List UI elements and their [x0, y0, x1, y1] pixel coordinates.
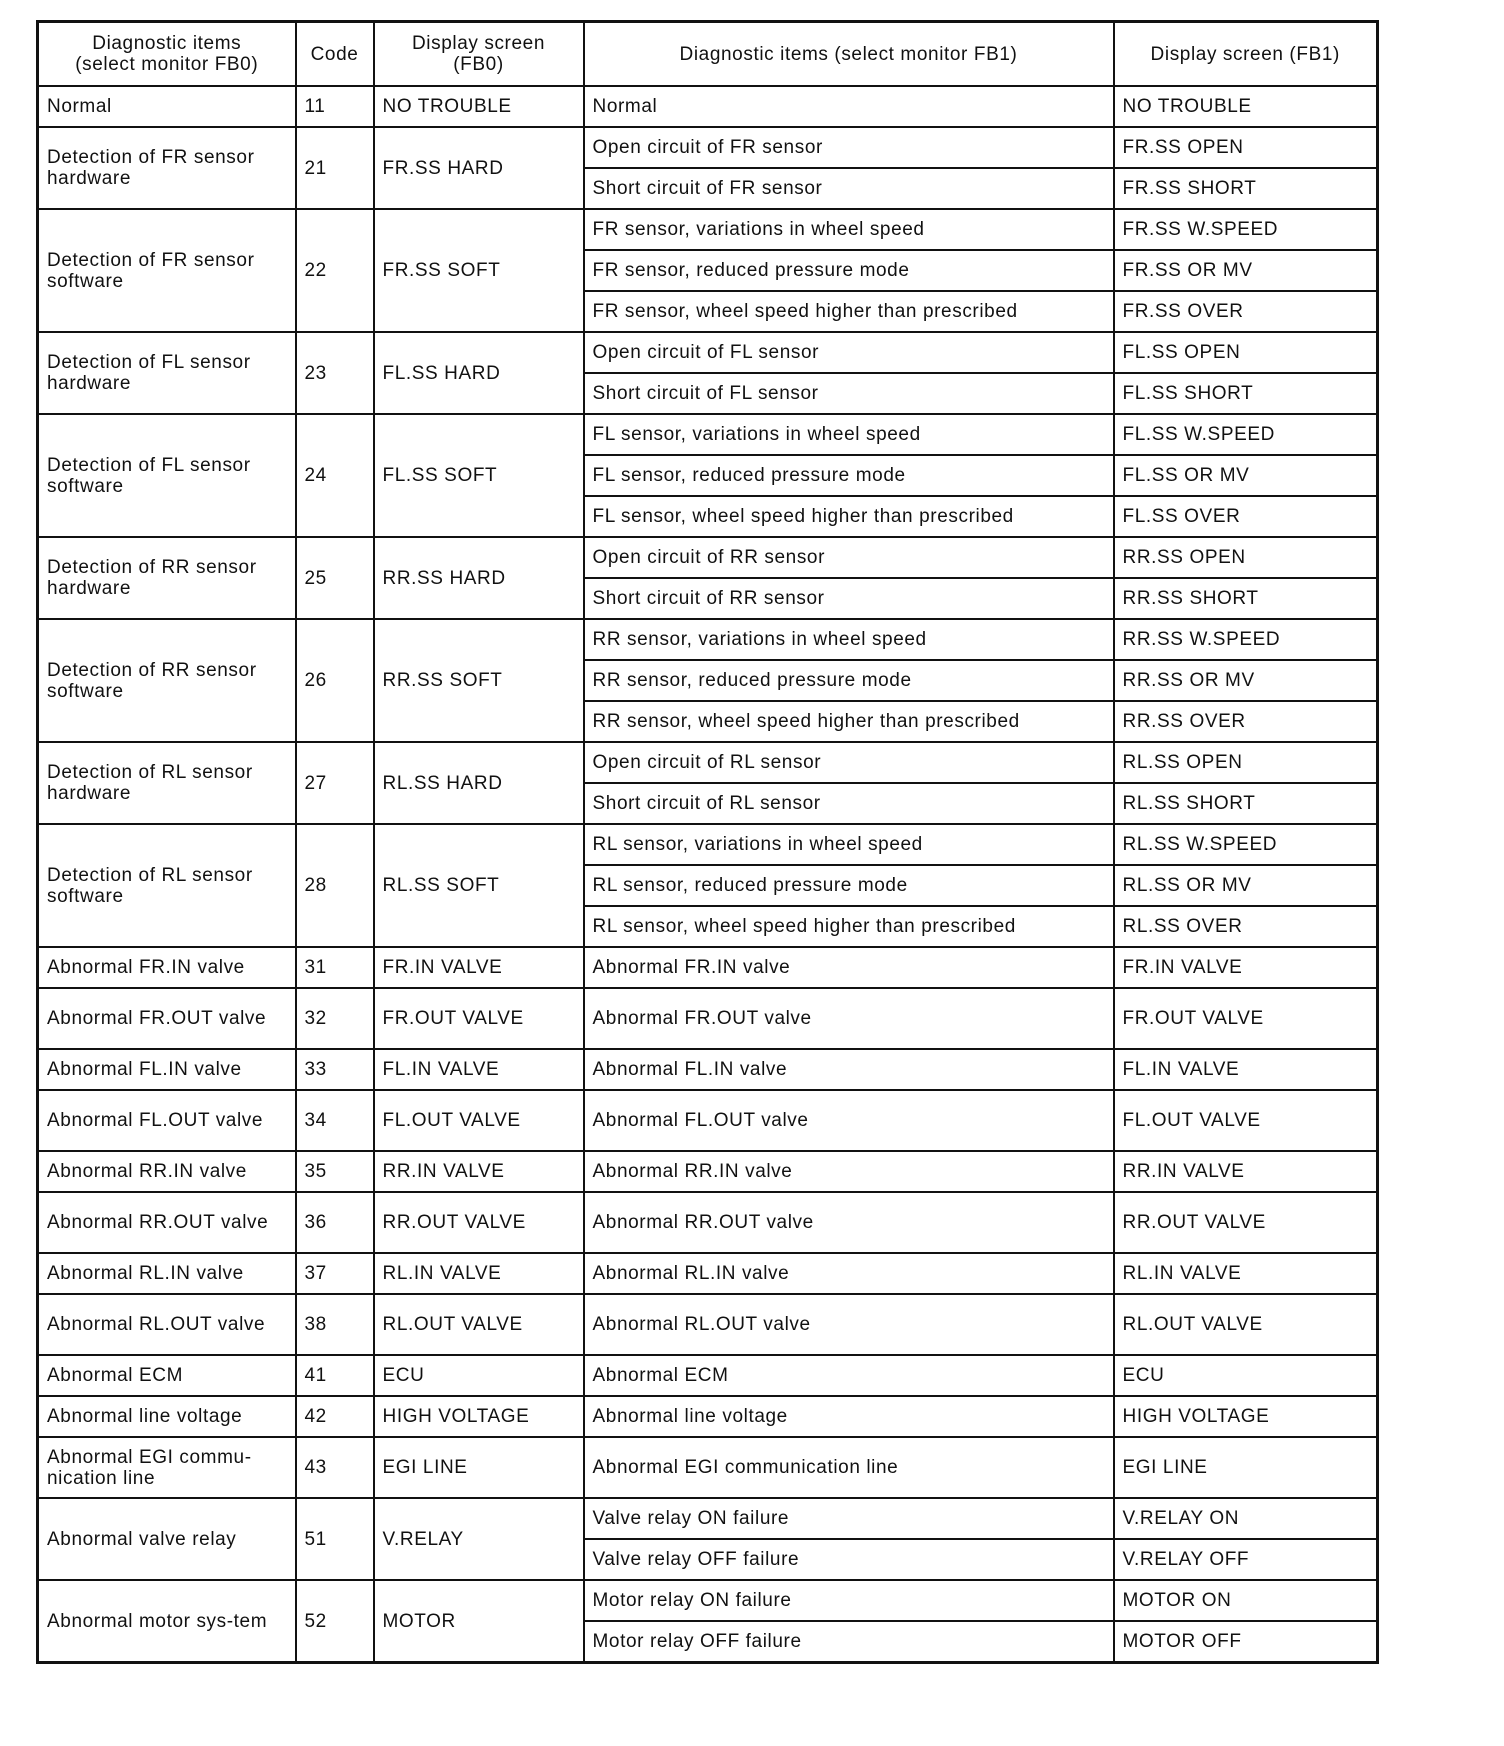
fb1-display-cell: RR.SS OVER: [1114, 701, 1378, 742]
fb1-item-cell: Abnormal EGI communication line: [584, 1437, 1114, 1498]
fb0-item-cell: Abnormal line voltage: [38, 1396, 296, 1437]
code-cell: 22: [296, 209, 374, 332]
fb1-display-cell: FL.OUT VALVE: [1114, 1090, 1378, 1151]
header-fb1-display: Display screen (FB1): [1114, 22, 1378, 87]
fb0-item-cell: Detection of FL sensor hardware: [38, 332, 296, 414]
fb1-display-cell: RR.IN VALVE: [1114, 1151, 1378, 1192]
table-row: [38, 1355, 1378, 1396]
fb0-display-cell: NO TROUBLE: [374, 86, 584, 127]
fb1-display-cell: FL.SS SHORT: [1114, 373, 1378, 414]
fb1-display-cell: FL.SS OVER: [1114, 496, 1378, 537]
fb0-item-cell: Normal: [38, 86, 296, 127]
table-row: [38, 1151, 1378, 1192]
table-row: [38, 1437, 1378, 1498]
fb1-display-cell: FL.SS W.SPEED: [1114, 414, 1378, 455]
fb0-display-cell: RR.SS SOFT: [374, 619, 584, 742]
diagnostic-table: [36, 20, 1379, 1664]
table-row: [38, 1294, 1378, 1355]
fb1-display-cell: MOTOR ON: [1114, 1580, 1378, 1621]
fb0-display-cell: RR.SS HARD: [374, 537, 584, 619]
fb0-display-cell: FL.SS HARD: [374, 332, 584, 414]
fb1-display-cell: RL.IN VALVE: [1114, 1253, 1378, 1294]
code-cell: 24: [296, 414, 374, 537]
fb0-item-cell: Abnormal FL.OUT valve: [38, 1090, 296, 1151]
code-cell: 42: [296, 1396, 374, 1437]
fb1-item-cell: Short circuit of RL sensor: [584, 783, 1114, 824]
fb0-display-cell: FL.IN VALVE: [374, 1049, 584, 1090]
fb1-item-cell: Abnormal FL.OUT valve: [584, 1090, 1114, 1151]
fb0-display-cell: EGI LINE: [374, 1437, 584, 1498]
fb1-item-cell: Abnormal FR.IN valve: [584, 947, 1114, 988]
fb1-display-cell: RL.OUT VALVE: [1114, 1294, 1378, 1355]
fb0-display-cell: RL.SS SOFT: [374, 824, 584, 947]
fb1-display-cell: EGI LINE: [1114, 1437, 1378, 1498]
fb1-display-cell: RL.SS OVER: [1114, 906, 1378, 947]
fb0-item-cell: Abnormal RL.IN valve: [38, 1253, 296, 1294]
fb1-display-cell: RL.SS OR MV: [1114, 865, 1378, 906]
fb1-display-cell: FL.SS OR MV: [1114, 455, 1378, 496]
table-row: [38, 1396, 1378, 1437]
fb1-display-cell: FR.SS SHORT: [1114, 168, 1378, 209]
fb1-display-cell: V.RELAY OFF: [1114, 1539, 1378, 1580]
table-row: [38, 127, 1378, 168]
fb1-item-cell: RL sensor, wheel speed higher than prescribed: [584, 906, 1114, 947]
fb1-item-cell: FR sensor, reduced pressure mode: [584, 250, 1114, 291]
code-cell: 28: [296, 824, 374, 947]
fb1-item-cell: Short circuit of FL sensor: [584, 373, 1114, 414]
fb1-item-cell: RL sensor, reduced pressure mode: [584, 865, 1114, 906]
fb1-display-cell: RL.SS W.SPEED: [1114, 824, 1378, 865]
fb1-item-cell: Abnormal RR.IN valve: [584, 1151, 1114, 1192]
fb1-item-cell: Motor relay OFF failure: [584, 1621, 1114, 1663]
code-cell: 25: [296, 537, 374, 619]
fb0-item-cell: Abnormal motor sys-tem: [38, 1580, 296, 1663]
fb1-item-cell: RR sensor, variations in wheel speed: [584, 619, 1114, 660]
fb1-item-cell: Short circuit of RR sensor: [584, 578, 1114, 619]
fb0-item-cell: Abnormal RR.OUT valve: [38, 1192, 296, 1253]
fb1-item-cell: Abnormal RL.IN valve: [584, 1253, 1114, 1294]
fb0-item-cell: Detection of FL sensor software: [38, 414, 296, 537]
code-cell: 51: [296, 1498, 374, 1580]
fb1-display-cell: RR.SS OR MV: [1114, 660, 1378, 701]
fb1-display-cell: FR.IN VALVE: [1114, 947, 1378, 988]
table-row: [38, 332, 1378, 373]
fb1-item-cell: Abnormal RL.OUT valve: [584, 1294, 1114, 1355]
fb1-item-cell: Valve relay OFF failure: [584, 1539, 1114, 1580]
fb1-display-cell: FR.SS OPEN: [1114, 127, 1378, 168]
fb1-display-cell: FL.SS OPEN: [1114, 332, 1378, 373]
fb1-display-cell: RL.SS SHORT: [1114, 783, 1378, 824]
table-row: [38, 209, 1378, 250]
fb1-item-cell: RR sensor, reduced pressure mode: [584, 660, 1114, 701]
fb1-display-cell: FR.OUT VALVE: [1114, 988, 1378, 1049]
code-cell: 26: [296, 619, 374, 742]
fb1-item-cell: Abnormal FR.OUT valve: [584, 988, 1114, 1049]
fb1-display-cell: RR.OUT VALVE: [1114, 1192, 1378, 1253]
fb0-display-cell: MOTOR: [374, 1580, 584, 1663]
table-row: [38, 537, 1378, 578]
fb0-display-cell: FR.SS SOFT: [374, 209, 584, 332]
fb0-display-cell: FR.OUT VALVE: [374, 988, 584, 1049]
fb1-item-cell: Abnormal ECM: [584, 1355, 1114, 1396]
fb1-item-cell: Valve relay ON failure: [584, 1498, 1114, 1539]
fb1-item-cell: RR sensor, wheel speed higher than prescribed: [584, 701, 1114, 742]
fb1-display-cell: RR.SS SHORT: [1114, 578, 1378, 619]
fb0-display-cell: FL.OUT VALVE: [374, 1090, 584, 1151]
code-cell: 31: [296, 947, 374, 988]
fb1-item-cell: Abnormal FL.IN valve: [584, 1049, 1114, 1090]
fb0-item-cell: Abnormal FR.OUT valve: [38, 988, 296, 1049]
fb0-display-cell: V.RELAY: [374, 1498, 584, 1580]
table-row: [38, 1253, 1378, 1294]
table-row: [38, 988, 1378, 1049]
table-header: [38, 22, 1378, 87]
fb1-display-cell: RR.SS OPEN: [1114, 537, 1378, 578]
table-row: [38, 619, 1378, 660]
code-cell: 37: [296, 1253, 374, 1294]
fb0-item-cell: Detection of RL sensor software: [38, 824, 296, 947]
fb0-display-cell: RL.OUT VALVE: [374, 1294, 584, 1355]
fb0-display-cell: RR.OUT VALVE: [374, 1192, 584, 1253]
code-cell: 52: [296, 1580, 374, 1663]
table-row: [38, 1580, 1378, 1621]
fb0-item-cell: Abnormal RL.OUT valve: [38, 1294, 296, 1355]
fb1-item-cell: Abnormal RR.OUT valve: [584, 1192, 1114, 1253]
fb1-item-cell: Abnormal line voltage: [584, 1396, 1114, 1437]
fb1-item-cell: FL sensor, variations in wheel speed: [584, 414, 1114, 455]
fb1-item-cell: Normal: [584, 86, 1114, 127]
table-row: [38, 1192, 1378, 1253]
fb0-item-cell: Detection of RR sensor software: [38, 619, 296, 742]
fb1-item-cell: Open circuit of RL sensor: [584, 742, 1114, 783]
fb0-item-cell: Detection of RR sensor hardware: [38, 537, 296, 619]
fb1-item-cell: FL sensor, reduced pressure mode: [584, 455, 1114, 496]
table-row: [38, 742, 1378, 783]
fb0-display-cell: HIGH VOLTAGE: [374, 1396, 584, 1437]
code-cell: 33: [296, 1049, 374, 1090]
fb1-item-cell: FR sensor, variations in wheel speed: [584, 209, 1114, 250]
fb0-item-cell: Abnormal ECM: [38, 1355, 296, 1396]
code-cell: 36: [296, 1192, 374, 1253]
table-row: [38, 1498, 1378, 1539]
fb1-item-cell: Open circuit of RR sensor: [584, 537, 1114, 578]
fb0-display-cell: FL.SS SOFT: [374, 414, 584, 537]
code-cell: 35: [296, 1151, 374, 1192]
fb1-display-cell: RR.SS W.SPEED: [1114, 619, 1378, 660]
fb0-display-cell: RR.IN VALVE: [374, 1151, 584, 1192]
fb0-item-cell: Detection of RL sensor hardware: [38, 742, 296, 824]
fb0-item-cell: Abnormal FR.IN valve: [38, 947, 296, 988]
fb1-item-cell: FL sensor, wheel speed higher than prescribed: [584, 496, 1114, 537]
code-cell: 32: [296, 988, 374, 1049]
fb0-display-cell: ECU: [374, 1355, 584, 1396]
fb1-item-cell: Open circuit of FL sensor: [584, 332, 1114, 373]
table-row: [38, 414, 1378, 455]
code-cell: 34: [296, 1090, 374, 1151]
header-fb1-items: Diagnostic items (select monitor FB1): [584, 22, 1114, 87]
fb1-display-cell: FR.SS W.SPEED: [1114, 209, 1378, 250]
fb1-display-cell: RL.SS OPEN: [1114, 742, 1378, 783]
fb0-display-cell: RL.IN VALVE: [374, 1253, 584, 1294]
code-cell: 41: [296, 1355, 374, 1396]
fb0-item-cell: Detection of FR sensor software: [38, 209, 296, 332]
header-fb0-display: Display screen (FB0): [374, 22, 584, 87]
fb0-item-cell: Abnormal RR.IN valve: [38, 1151, 296, 1192]
fb0-display-cell: RL.SS HARD: [374, 742, 584, 824]
fb1-display-cell: FR.SS OR MV: [1114, 250, 1378, 291]
fb0-item-cell: Abnormal EGI commu-nication line: [38, 1437, 296, 1498]
fb0-item-cell: Detection of FR sensor hardware: [38, 127, 296, 209]
code-cell: 27: [296, 742, 374, 824]
table-body: [38, 86, 1378, 1663]
code-cell: 11: [296, 86, 374, 127]
fb1-item-cell: Short circuit of FR sensor: [584, 168, 1114, 209]
fb1-item-cell: RL sensor, variations in wheel speed: [584, 824, 1114, 865]
code-cell: 21: [296, 127, 374, 209]
code-cell: 23: [296, 332, 374, 414]
fb1-display-cell: ECU: [1114, 1355, 1378, 1396]
table-row: [38, 86, 1378, 127]
header-fb0-items: Diagnostic items (select monitor FB0): [38, 22, 296, 87]
fb1-display-cell: V.RELAY ON: [1114, 1498, 1378, 1539]
fb0-item-cell: Abnormal valve relay: [38, 1498, 296, 1580]
header-code: Code: [296, 22, 374, 87]
table-row: [38, 1049, 1378, 1090]
code-cell: 43: [296, 1437, 374, 1498]
fb0-display-cell: FR.IN VALVE: [374, 947, 584, 988]
fb1-item-cell: Motor relay ON failure: [584, 1580, 1114, 1621]
code-cell: 38: [296, 1294, 374, 1355]
fb0-display-cell: FR.SS HARD: [374, 127, 584, 209]
fb1-item-cell: Open circuit of FR sensor: [584, 127, 1114, 168]
table-row: [38, 1090, 1378, 1151]
fb1-item-cell: FR sensor, wheel speed higher than prescribed: [584, 291, 1114, 332]
fb0-item-cell: Abnormal FL.IN valve: [38, 1049, 296, 1090]
fb1-display-cell: HIGH VOLTAGE: [1114, 1396, 1378, 1437]
fb1-display-cell: NO TROUBLE: [1114, 86, 1378, 127]
header-row: [38, 22, 1378, 87]
fb1-display-cell: FR.SS OVER: [1114, 291, 1378, 332]
table-row: [38, 947, 1378, 988]
fb1-display-cell: MOTOR OFF: [1114, 1621, 1378, 1663]
fb1-display-cell: FL.IN VALVE: [1114, 1049, 1378, 1090]
table-row: [38, 824, 1378, 865]
